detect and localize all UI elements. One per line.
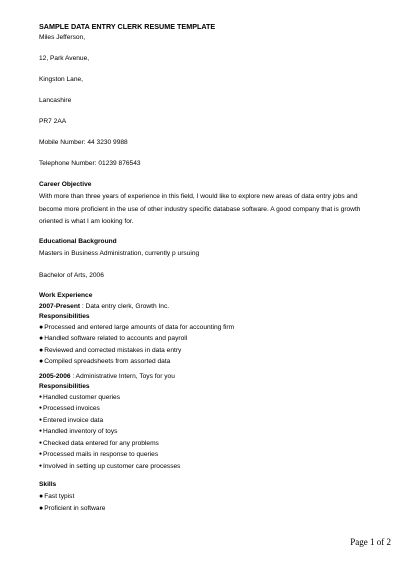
contact-address-line-3: Lancashire	[39, 97, 72, 104]
list-item: ● Reviewed and corrected mistakes in data entry	[39, 345, 379, 357]
education-heading: Educational Background	[39, 237, 117, 245]
list-item: ● Entered invoice data	[39, 415, 379, 427]
resume-document	[39, 22, 379, 514]
education-bachelor: Bachelor of Arts, 2006	[39, 272, 104, 279]
work-experience-heading: Work Experience	[39, 291, 93, 299]
bullet-icon: ●	[39, 428, 43, 434]
job-1-responsibilities-list	[39, 322, 379, 368]
career-objective-line-1: With more than three years of experience in this field, I would like to explore new areas of data entry jobs and	[39, 193, 358, 200]
bullet-icon: ●	[39, 358, 44, 365]
skills-list	[39, 491, 379, 514]
contact-telephone: Telephone Number: 01239 876543	[39, 160, 141, 167]
job-2-role: : Administrative Intern, Toys for you	[70, 372, 175, 380]
list-item: ● Processed and entered large amounts of data for accounting firm	[39, 322, 379, 334]
bullet-icon: ●	[39, 393, 43, 400]
list-item: ● Handled customer queries	[39, 392, 379, 404]
document-title: SAMPLE DATA ENTRY CLERK RESUME TEMPLATE	[39, 22, 216, 31]
list-item: ● Compiled spreadsheets from assorted data	[39, 356, 379, 368]
bullet-icon: ●	[39, 323, 44, 331]
list-item: ● Involved in setting up customer care processes	[39, 461, 379, 473]
job-2-responsibilities-heading: Responsibilities	[39, 382, 90, 390]
job-2-responsibilities-list	[39, 392, 379, 473]
bullet-icon: ●	[39, 451, 43, 457]
list-item: ● Handled inventory of toys	[39, 426, 379, 438]
bullet-icon: ●	[39, 346, 44, 354]
job-1-role: : Data entry clerk, Growth Inc.	[80, 302, 170, 310]
bullet-icon: ●	[39, 504, 44, 512]
list-item: ● Proficient in software	[39, 503, 379, 515]
bullet-icon: ●	[39, 439, 43, 446]
contact-name: Miles Jefferson,	[39, 34, 86, 41]
job-2-line	[39, 372, 379, 381]
bullet-icon: ●	[39, 462, 43, 469]
bullet-icon: ●	[39, 335, 44, 342]
bullet-icon: ●	[39, 416, 43, 423]
bullet-icon: ●	[39, 405, 43, 411]
contact-mobile: Mobile Number: 44 3230 9988	[39, 139, 128, 146]
contact-postcode: PR7 2AA	[39, 118, 67, 125]
skills-heading: Skills	[39, 481, 57, 488]
job-1-period: 2007-Present	[39, 302, 81, 310]
job-2-period: 2005-2006	[39, 372, 71, 380]
list-item: ● Processed invoices	[39, 403, 379, 415]
career-objective-heading: Career Objective	[39, 181, 92, 188]
list-item: ● Checked data entered for any problems	[39, 438, 379, 450]
contact-address-line-1: 12, Park Avenue,	[39, 55, 90, 62]
page-number: Page 1 of 2	[350, 537, 391, 547]
list-item: ● Fast typist	[39, 491, 379, 503]
career-objective-line-3: oriented is what I am looking for.	[39, 218, 134, 225]
job-1-responsibilities-heading: Responsibilities	[39, 312, 90, 320]
job-1-line	[39, 302, 379, 311]
list-item: ● Processed mails in response to queries	[39, 449, 379, 461]
career-objective-line-2: become more proficient in the use of other industry specific database software. A good company that is growth	[39, 205, 361, 213]
contact-address-line-2: Kingston Lane,	[39, 76, 83, 83]
education-masters: Masters in Business Administration, currently p ursuing	[39, 249, 200, 257]
bullet-icon: ●	[39, 493, 44, 500]
list-item: ● Handled software related to accounts and payroll	[39, 333, 379, 345]
